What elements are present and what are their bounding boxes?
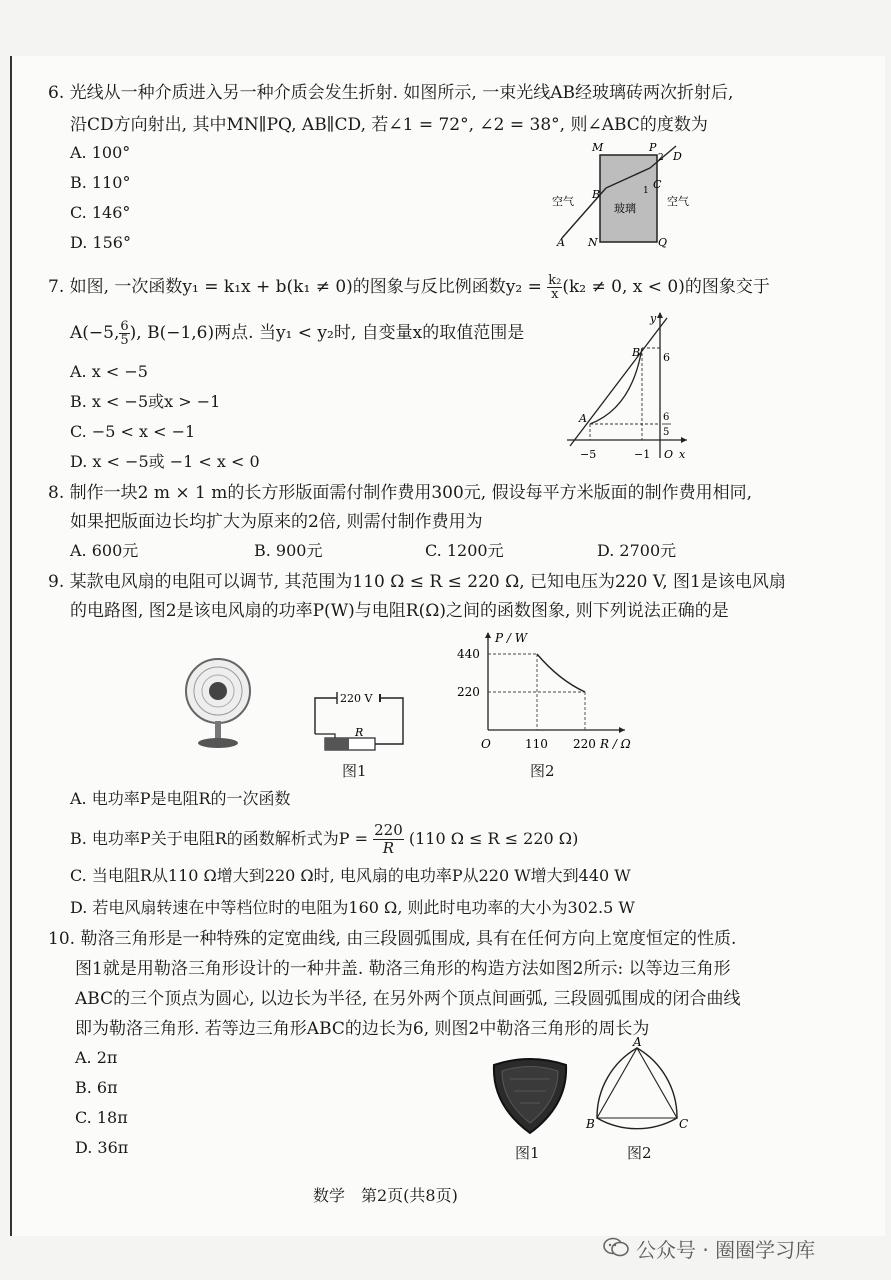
label-origin: O <box>664 448 674 461</box>
fan-motor-hub <box>209 682 227 700</box>
y-axis-arrow <box>657 312 663 318</box>
q7-option-b: B. x < −5或x > −1 <box>70 392 221 411</box>
vertex-c-label: C <box>679 1117 689 1131</box>
q10-option-a: A. 2π <box>75 1048 118 1067</box>
frac-denominator: x <box>551 287 559 302</box>
q6-option-c: C. 146° <box>70 203 131 222</box>
electric-fan-image <box>180 655 260 755</box>
frac-numerator: 220 <box>374 821 403 839</box>
label-point-a: A <box>579 412 587 425</box>
tick-220-y: 220 <box>457 685 480 699</box>
q9-line1: 9. 某款电风扇的电阻可以调节, 其范围为110 Ω ≤ R ≤ 220 Ω, 已知电压为220 V, 图1是该电风扇 <box>48 572 786 592</box>
q6-line1: 6. 光线从一种介质进入另一种介质会发生折射. 如图所示, 一束光线AB经玻璃砖两次折射后, <box>48 83 734 103</box>
q7-line2-post: ), B(−1,6)两点. 当y₁ < y₂时, 自变量x的取值范围是 <box>129 323 525 343</box>
frac-denominator: R <box>382 839 395 857</box>
reuleaux-triangle <box>597 1048 677 1129</box>
q8-line2: 如果把版面边长均扩大为原来的2倍, 则需付制作费用为 <box>70 512 483 532</box>
label-x: x <box>679 448 686 461</box>
q10-fig1-caption: 图1 <box>515 1144 540 1162</box>
tick-440: 440 <box>457 647 480 661</box>
q10-line3: ABC的三个顶点为圆心, 以边长为半径, 在另外两个顶点间画弧, 三段圆弧围成的闭合曲线 <box>75 989 741 1009</box>
q7-line2 <box>70 320 524 347</box>
q8-option-c: C. 1200元 <box>425 541 504 560</box>
q6-line2: 沿CD方向射出, 其中MN∥PQ, AB∥CD, 若∠1 = 72°, ∠2 = 38°, 则∠ABC的度数为 <box>70 115 708 135</box>
q7-line1-text: 7. 如图, 一次函数y₁ = k₁x + b(k₁ ≠ 0)的图象与反比例函数y₂ = <box>48 277 542 297</box>
rheostat-slider-section <box>325 738 349 750</box>
tick-minus-5: −5 <box>580 448 597 461</box>
label-d: D <box>673 150 682 163</box>
q7-option-a: A. x < −5 <box>70 362 148 381</box>
fan-stand <box>215 721 221 739</box>
q7-fraction-k2-x <box>547 274 562 301</box>
vertex-b-label: B <box>586 1117 595 1131</box>
q7-function-graph <box>562 308 692 463</box>
tick-frac-den: 5 <box>663 427 670 438</box>
vertex-a-label: A <box>633 1036 642 1049</box>
air-right-label: 空气 <box>667 195 689 208</box>
q9-power-resistance-graph <box>455 628 640 756</box>
q9-option-b-post: (110 Ω ≤ R ≤ 220 Ω) <box>408 829 579 848</box>
q9-option-b-pre: B. 电功率P关于电阻R的函数解析式为P = <box>70 829 369 848</box>
tick-220-x: 220 <box>573 737 596 751</box>
label-c: C <box>653 178 662 191</box>
circuit-r-label: R <box>355 726 364 739</box>
q8-option-b: B. 900元 <box>254 541 323 560</box>
q10-line1: 10. 勒洛三角形是一种特殊的定宽曲线, 由三段圆弧围成, 具有在任何方向上宽度恒定的性质. <box>48 929 737 949</box>
q10-fig2-caption: 图2 <box>627 1144 652 1162</box>
equilateral-triangle <box>597 1048 677 1118</box>
q9-circuit-diagram <box>305 688 415 753</box>
label-n: N <box>588 236 598 249</box>
tick-6: 6 <box>663 351 670 364</box>
label-b: B <box>592 188 601 201</box>
wechat-icon <box>603 1236 629 1262</box>
angle-1-label: 1 <box>643 186 649 196</box>
q9-option-d: D. 若电风扇转速在中等档位时的电阻为160 Ω, 则此时电功率的大小为302.5 W <box>70 898 635 917</box>
y-axis-arrow <box>485 632 491 638</box>
angle-2-label: 2 <box>658 153 664 163</box>
q7-line1 <box>48 274 770 301</box>
wechat-logo-svg <box>603 1236 629 1258</box>
power-curve <box>537 654 585 692</box>
graph-ylabel: P / W <box>495 631 528 645</box>
q10-option-b: B. 6π <box>75 1078 118 1097</box>
label-m: M <box>592 141 604 154</box>
label-y: y <box>650 312 657 325</box>
q9-option-a: A. 电功率P是电阻R的一次函数 <box>70 789 291 808</box>
graph-xlabel: R / Ω <box>600 737 631 751</box>
manhole-cover-image <box>488 1055 573 1137</box>
circuit-wire-left <box>315 698 337 734</box>
label-p: P <box>649 141 657 154</box>
label-q: Q <box>658 236 668 249</box>
label-point-b: B <box>632 346 641 359</box>
q10-line4: 即为勒洛三角形. 若等边三角形ABC的边长为6, 则图2中勒洛三角形的周长为 <box>75 1019 650 1039</box>
q9-line2: 的电路图, 图2是该电风扇的功率P(W)与电阻R(Ω)之间的函数图象, 则下列说法正确的是 <box>70 601 729 621</box>
frac-denominator: 5 <box>120 333 129 348</box>
exam-page <box>10 56 885 1236</box>
frac-numerator: k₂ <box>548 273 562 288</box>
q9-fig1-caption: 图1 <box>342 762 367 780</box>
glass-label: 玻璃 <box>614 202 636 215</box>
q9-option-b <box>70 822 578 857</box>
q10-reuleaux-triangle-figure <box>582 1036 692 1138</box>
circuit-voltage-label: 220 V <box>340 692 373 705</box>
q8-option-d: D. 2700元 <box>597 541 677 560</box>
q9-fig2-caption: 图2 <box>530 762 555 780</box>
q9-option-c: C. 当电阻R从110 Ω增大到220 Ω时, 电风扇的电功率P从220 W增大到440 W <box>70 866 631 885</box>
q7-line1-end: (k₂ ≠ 0, x < 0)的图象交于 <box>562 277 770 297</box>
page-footer: 数学 第2页(共8页) <box>313 1186 458 1205</box>
q6-option-b: B. 110° <box>70 173 131 192</box>
q7-option-c: C. −5 < x < −1 <box>70 422 196 441</box>
circuit-wire-right <box>375 698 403 744</box>
q10-line2: 图1就是用勒洛三角形设计的一种井盖. 勒洛三角形的构造方法如图2所示: 以等边三角形 <box>75 959 731 979</box>
q7-option-d: D. x < −5或 −1 < x < 0 <box>70 452 260 471</box>
label-a: A <box>557 236 565 249</box>
q10-option-c: C. 18π <box>75 1108 128 1127</box>
tick-110: 110 <box>525 737 548 751</box>
q7-line2-pre: A(−5, <box>70 323 120 343</box>
line-y1 <box>570 318 670 446</box>
watermark-text: 公众号 · 圈圈学习库 <box>636 1238 816 1262</box>
tick-frac-num: 6 <box>663 412 670 423</box>
q8-option-a: A. 600元 <box>70 541 139 560</box>
x-axis-arrow <box>681 437 687 443</box>
q8-line1: 8. 制作一块2 m × 1 m的长方形版面需付制作费用300元, 假设每平方米版面的制作费用相同, <box>48 483 753 503</box>
air-left-label: 空气 <box>552 195 574 208</box>
q10-option-d: D. 36π <box>75 1138 129 1157</box>
q7-fraction-6-5 <box>119 320 129 347</box>
x-axis-arrow <box>619 727 625 733</box>
q6-refraction-figure <box>540 138 710 253</box>
fan-base <box>198 738 238 748</box>
q6-option-d: D. 156° <box>70 233 131 252</box>
graph-origin: O <box>481 737 491 751</box>
tick-minus-1: −1 <box>634 448 651 461</box>
q9-option-b-fraction <box>373 822 404 857</box>
q6-option-a: A. 100° <box>70 143 131 162</box>
frac-numerator: 6 <box>120 319 129 334</box>
